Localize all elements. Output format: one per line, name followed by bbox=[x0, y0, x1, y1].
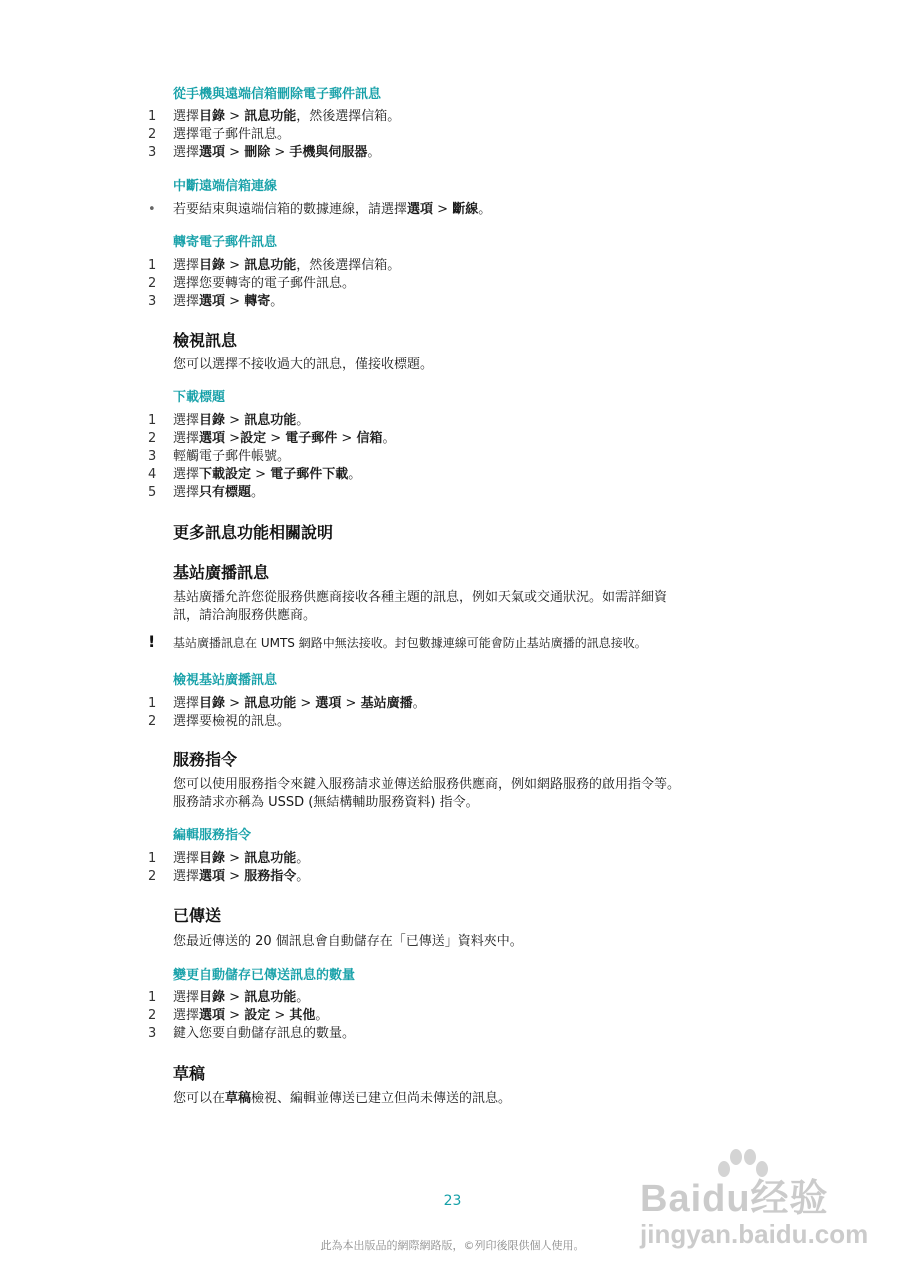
text-run: 選擇 bbox=[173, 869, 200, 884]
text-run: 。 bbox=[348, 467, 362, 482]
heading-drafts: 草稿 bbox=[173, 1064, 206, 1083]
text-run: 。 bbox=[296, 413, 310, 428]
text-run: > bbox=[225, 696, 245, 711]
paragraph bbox=[173, 589, 773, 625]
text-run: > bbox=[225, 294, 245, 309]
text-run: 。 bbox=[296, 990, 310, 1005]
watermark-logo: Baidu经验 bbox=[640, 1178, 829, 1220]
watermark bbox=[640, 1145, 869, 1255]
step bbox=[148, 144, 380, 162]
paragraph bbox=[173, 776, 773, 812]
step bbox=[148, 1007, 328, 1025]
text-run: > bbox=[225, 1008, 245, 1023]
bullet-icon: • bbox=[148, 202, 156, 217]
step bbox=[148, 989, 309, 1007]
subheading-change-sent-count: 變更自動儲存已傳送訊息的數量 bbox=[173, 968, 356, 983]
ui-term: 下載設定 bbox=[199, 467, 252, 482]
step bbox=[148, 1025, 355, 1043]
ui-term: 選項 bbox=[199, 869, 226, 884]
text-run: 。 bbox=[270, 294, 284, 309]
step bbox=[148, 695, 426, 713]
ui-term: 訊息功能 bbox=[244, 258, 297, 273]
ui-term: 選項 bbox=[407, 202, 434, 217]
text-run: 選擇 bbox=[173, 467, 200, 482]
text-run: 輕觸電子郵件帳號。 bbox=[173, 449, 291, 464]
ui-term: 服務指令 bbox=[244, 869, 297, 884]
text-run: 。 bbox=[315, 1008, 329, 1023]
ui-term: 設定 bbox=[240, 431, 267, 446]
step-number: 3 bbox=[148, 1026, 157, 1041]
text-run: 您可以在 bbox=[173, 1091, 226, 1106]
subheading-download-headers: 下載標題 bbox=[173, 390, 226, 405]
ui-term: 信箱 bbox=[356, 431, 383, 446]
text-run: 選擇您要轉寄的電子郵件訊息。 bbox=[173, 276, 356, 291]
text-run: 選擇要檢視的訊息。 bbox=[173, 714, 291, 729]
watermark-url: jingyan.baidu.com bbox=[640, 1219, 869, 1249]
text-run: 選擇 bbox=[173, 1008, 200, 1023]
subheading-view-cell-broadcast: 檢視基站廣播訊息 bbox=[173, 673, 278, 688]
text-run: > bbox=[225, 851, 245, 866]
step bbox=[148, 293, 283, 311]
ui-term: 設定 bbox=[244, 1008, 271, 1023]
text-run: > bbox=[225, 145, 245, 160]
ui-term: 選項 bbox=[199, 1008, 226, 1023]
text-run: 選擇 bbox=[173, 109, 200, 124]
step-number: 1 bbox=[148, 696, 157, 711]
paragraph: 您可以選擇不接收過大的訊息，僅接收標題。 bbox=[173, 357, 434, 372]
ui-term: 電子郵件 bbox=[285, 431, 338, 446]
heading-service-commands: 服務指令 bbox=[173, 750, 238, 769]
subheading-forward-email: 轉寄電子郵件訊息 bbox=[173, 235, 278, 250]
step-number: 1 bbox=[148, 851, 157, 866]
ui-term: 目錄 bbox=[199, 109, 226, 124]
ui-term: 目錄 bbox=[199, 851, 226, 866]
step-number: 1 bbox=[148, 109, 157, 124]
ui-term: 只有標題 bbox=[199, 485, 252, 500]
ui-term: 轉寄 bbox=[244, 294, 271, 309]
paragraph-line: 訊，請洽詢服務供應商。 bbox=[173, 608, 317, 623]
ui-term: 目錄 bbox=[199, 990, 226, 1005]
heading-more-info: 更多訊息功能相關說明 bbox=[173, 523, 334, 542]
paragraph: 您最近傳送的 20 個訊息會自動儲存在「已傳送」資料夾中。 bbox=[173, 934, 523, 949]
step-number: 5 bbox=[148, 485, 157, 500]
heading-cell-broadcast: 基站廣播訊息 bbox=[173, 563, 270, 582]
step bbox=[148, 868, 309, 886]
text-run: > bbox=[225, 258, 245, 273]
text-run: 選擇 bbox=[173, 990, 200, 1005]
step bbox=[148, 108, 400, 126]
step bbox=[148, 126, 290, 144]
note-text: 基站廣播訊息在 UMTS 網路中無法接收。封包數據連線可能會防止基站廣播的訊息接收。 bbox=[173, 636, 647, 650]
text-run: 。 bbox=[296, 869, 310, 884]
ui-term: 選項 bbox=[315, 696, 342, 711]
text-run: 選擇 bbox=[173, 413, 200, 428]
subheading-delete-email: 從手機與遠端信箱刪除電子郵件訊息 bbox=[173, 87, 382, 102]
text-run: > bbox=[433, 202, 453, 217]
text-run: ，然後選擇信箱。 bbox=[296, 109, 401, 124]
step-number: 2 bbox=[148, 714, 157, 729]
step-number: 2 bbox=[148, 127, 157, 142]
text-run: 若要結束與遠端信箱的數據連線，請選擇 bbox=[173, 202, 408, 217]
subheading-edit-service-commands: 編輯服務指令 bbox=[173, 828, 252, 843]
ui-term: 斷線 bbox=[452, 202, 479, 217]
ui-term: 目錄 bbox=[199, 413, 226, 428]
paragraph-line: 服務請求亦稱為 USSD (無結構輔助服務資料) 指令。 bbox=[173, 795, 479, 810]
text-run: > bbox=[341, 696, 361, 711]
ui-term: 目錄 bbox=[199, 696, 226, 711]
text-run: > bbox=[270, 145, 290, 160]
text-run: 。 bbox=[412, 696, 426, 711]
ui-term: 草稿 bbox=[225, 1091, 252, 1106]
ui-term: 訊息功能 bbox=[244, 696, 297, 711]
ui-term: 其他 bbox=[289, 1008, 316, 1023]
warning-icon: ! bbox=[148, 632, 156, 651]
step bbox=[148, 275, 355, 293]
ui-term: 訊息功能 bbox=[244, 413, 297, 428]
step bbox=[148, 412, 309, 430]
text-run: > bbox=[225, 413, 245, 428]
ui-term: 手機與伺服器 bbox=[289, 145, 368, 160]
text-run: > bbox=[296, 696, 316, 711]
text-run: 選擇 bbox=[173, 851, 200, 866]
text-run: 選擇 bbox=[173, 696, 200, 711]
text-run: ，然後選擇信箱。 bbox=[296, 258, 401, 273]
text-run: > bbox=[225, 990, 245, 1005]
ui-term: 訊息功能 bbox=[244, 990, 297, 1005]
text-run: 。 bbox=[382, 431, 396, 446]
text-run: > bbox=[266, 431, 286, 446]
step bbox=[148, 484, 264, 502]
step-number: 4 bbox=[148, 467, 157, 482]
text-run: > bbox=[270, 1008, 290, 1023]
step-number: 2 bbox=[148, 1008, 157, 1023]
ui-term: 訊息功能 bbox=[244, 109, 297, 124]
text-run: 選擇 bbox=[173, 431, 200, 446]
step-number: 3 bbox=[148, 145, 157, 160]
text-run: 。 bbox=[367, 145, 381, 160]
ui-term: 訊息功能 bbox=[244, 851, 297, 866]
ui-term: 目錄 bbox=[199, 258, 226, 273]
step bbox=[148, 257, 400, 275]
text-run: 鍵入您要自動儲存訊息的數量。 bbox=[173, 1026, 356, 1041]
ui-term: 電子郵件下載 bbox=[270, 467, 349, 482]
ui-term: 基站廣播 bbox=[360, 696, 413, 711]
bullet-text bbox=[173, 202, 491, 217]
page-number: 23 bbox=[443, 1193, 462, 1209]
ui-term: 選項 bbox=[199, 145, 226, 160]
heading-view-messages: 檢視訊息 bbox=[173, 331, 238, 350]
step-number: 2 bbox=[148, 431, 157, 446]
step-number: 1 bbox=[148, 258, 157, 273]
ui-term: 選項 bbox=[199, 431, 226, 446]
text-run: 選擇 bbox=[173, 145, 200, 160]
text-run: 。 bbox=[251, 485, 265, 500]
ui-term: 刪除 bbox=[244, 145, 271, 160]
text-run: > bbox=[225, 431, 241, 446]
text-run: > bbox=[337, 431, 357, 446]
text-run: 選擇電子郵件訊息。 bbox=[173, 127, 291, 142]
step bbox=[148, 466, 361, 484]
text-run: 選擇 bbox=[173, 258, 200, 273]
step-number: 2 bbox=[148, 276, 157, 291]
step bbox=[148, 713, 290, 731]
step-number: 3 bbox=[148, 449, 157, 464]
text-run: 。 bbox=[296, 851, 310, 866]
text-run: > bbox=[251, 467, 271, 482]
step bbox=[148, 850, 309, 868]
step-number: 1 bbox=[148, 413, 157, 428]
ui-term: 選項 bbox=[199, 294, 226, 309]
text-run: 選擇 bbox=[173, 294, 200, 309]
text-run: 。 bbox=[478, 202, 492, 217]
note bbox=[148, 633, 647, 652]
paragraph bbox=[173, 1090, 773, 1108]
step-number: 3 bbox=[148, 294, 157, 309]
subheading-disconnect: 中斷遠端信箱連線 bbox=[173, 179, 278, 194]
footer-note: 此為本出版品的網際網路版，©列印後限供個人使用。 bbox=[320, 1239, 585, 1252]
text-run: > bbox=[225, 109, 245, 124]
text-run: > bbox=[225, 869, 245, 884]
step bbox=[148, 448, 290, 466]
bullet-item bbox=[148, 201, 491, 219]
text-run: 選擇 bbox=[173, 485, 200, 500]
step-number: 1 bbox=[148, 990, 157, 1005]
text-run: 檢視、編輯並傳送已建立但尚未傳送的訊息。 bbox=[251, 1091, 512, 1106]
step-number: 2 bbox=[148, 869, 157, 884]
heading-sent: 已傳送 bbox=[173, 906, 222, 925]
step bbox=[148, 430, 395, 448]
paragraph-line: 您可以使用服務指令來鍵入服務請求並傳送給服務供應商，例如網路服務的啟用指令等。 bbox=[173, 777, 681, 792]
paragraph-line: 基站廣播允許您從服務供應商接收各種主題的訊息，例如天氣或交通狀況。如需詳細資 bbox=[173, 590, 668, 605]
